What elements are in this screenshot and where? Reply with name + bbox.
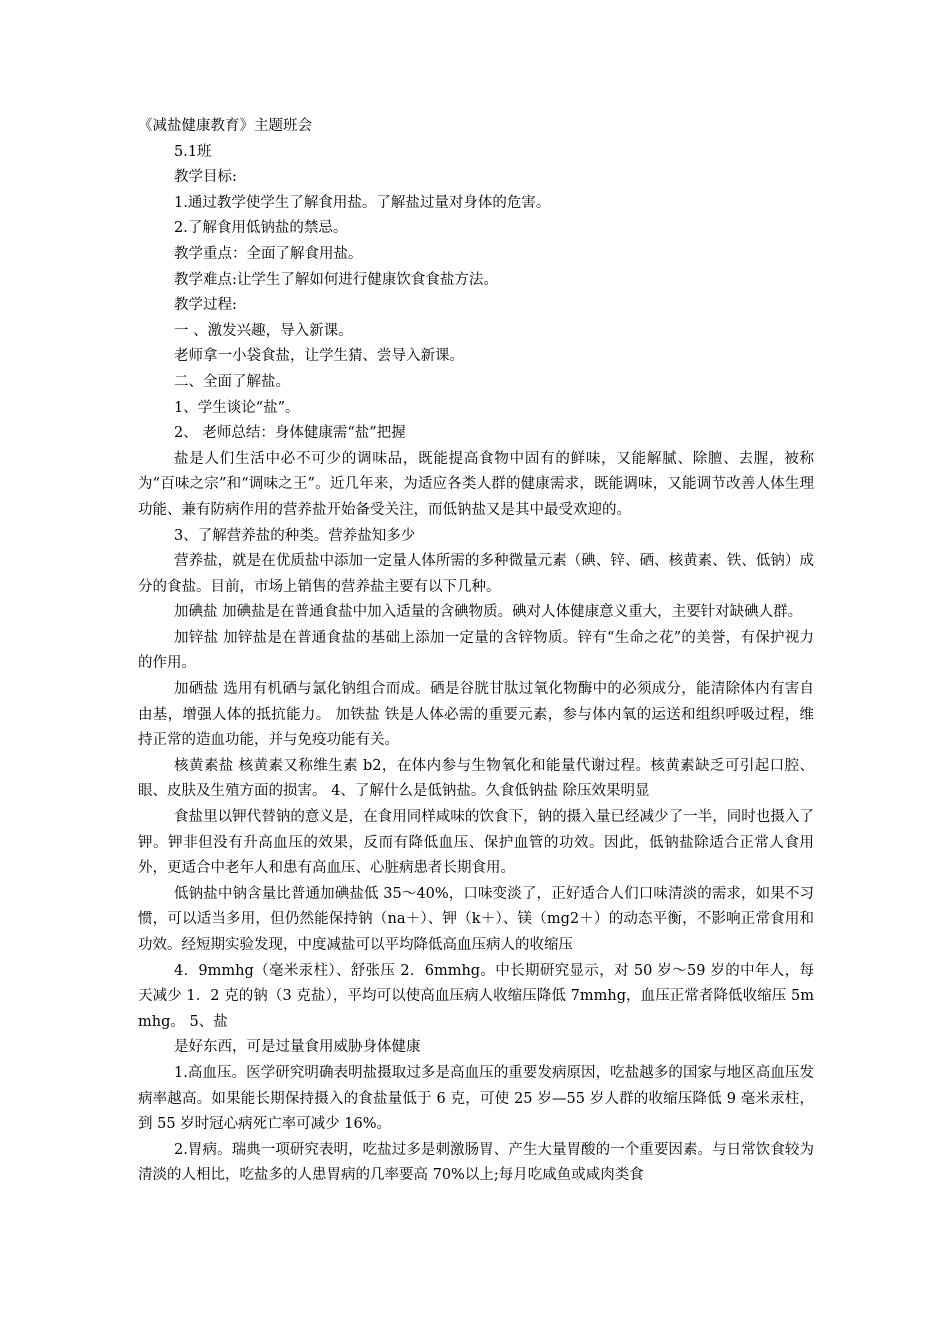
paragraph: 食盐里以钾代替钠的意义是，在食用同样咸味的饮食下，钠的摄入量已经减少了一半，同时也摄入了钾。钾非但没有升高血压的效果，反而有降低血压、保护血管的功效。因此，低钠盐除适合正常人食用外，更适合中老年人和患有高血压、心脏病患者长期食用。 bbox=[138, 809, 814, 877]
paragraph: 教学难点:让学生了解如何进行健康饮食食盐方法。 bbox=[174, 271, 498, 288]
paragraph: 4．9mmhg（毫米汞柱）、舒张压 2．6mmhg。中长期研究显示，对 50 岁～59 岁的中年人，每天减少 1．2 克的钠（3 克盐），平均可以使高血压病人收缩压降低 7mmhg，血压正常者降低收缩压 5mmhg。 5、盐 bbox=[138, 962, 814, 1030]
paragraph: 加硒盐 选用有机硒与氯化钠组合而成。硒是谷胱甘肽过氧化物酶中的必须成分，能清除体内有害自由基，增强人体的抵抗能力。 加铁盐 铁是人体必需的重要元素，参与体内氧的运送和组织呼吸过程，维持正常的造血功能，并与免疫功能有关。 bbox=[138, 681, 814, 749]
paragraph: 加锌盐 加锌盐是在普通食盐的基础上添加一定量的含锌物质。锌有“生命之花”的美誉，有保护视力的作用。 bbox=[138, 629, 814, 672]
paragraph: 1.通过教学使学生了解食用盐。了解盐过量对身体的危害。 bbox=[174, 194, 551, 211]
paragraph: 一 、激发兴趣，导入新课。 bbox=[174, 322, 353, 339]
paragraph: 5.1班 bbox=[174, 143, 212, 160]
paragraph: 3、了解营养盐的种类。营养盐知多少 bbox=[174, 527, 416, 544]
paragraph: 盐是人们生活中必不可少的调味品，既能提高食物中固有的鲜味，又能解腻、除膻、去腥，被称为“百味之宗”和“调味之王”。近几年来，为适应各类人群的健康需求，既能调味，又能调节改善人体生理功能、兼有防病作用的营养盐开始备受关注，而低钠盐又是其中最受欢迎的。 bbox=[138, 450, 814, 518]
paragraph: 加碘盐 加碘盐是在普通食盐中加入适量的含碘物质。碘对人体健康意义重大，主要针对缺碘人群。 bbox=[174, 604, 803, 621]
paragraph: 核黄素盐 核黄素又称维生素 b2，在体内参与生物氧化和能量代谢过程。核黄素缺乏可引起口腔、眼、皮肤及生殖方面的损害。 4、了解什么是低钠盐。久食低钠盐 除压效果明显 bbox=[138, 757, 814, 800]
paragraph: 2.了解食用低钠盐的禁忌。 bbox=[174, 220, 348, 237]
paragraph: 低钠盐中钠含量比普通加碘盐低 35～40%，口味变淡了，正好适合人们口味清淡的需求，如果不习惯，可以适当多用，但仍然能保持钠（na＋）、钾（k＋）、镁（mg2＋）的动态平衡，不影响正常食用和功效。经短期实验发现，中度减盐可以平均降低高血压病人的收缩压 bbox=[138, 885, 814, 953]
paragraph: 教学目标: bbox=[174, 169, 237, 186]
paragraph: 二、全面了解盐。 bbox=[174, 373, 290, 390]
paragraph: 教学过程: bbox=[174, 297, 237, 314]
paragraph: 老师拿一小袋食盐，让学生猜、尝导入新课。 bbox=[174, 348, 464, 365]
paragraph: 1.高血压。医学研究明确表明盐摄取过多是高血压的重要发病原因，吃盐越多的国家与地区高血压发病率越高。如果能长期保持摄入的食盐量低于 6 克，可使 25 岁—55 岁人群的收缩压降低 9 毫米汞柱，到 55 岁时冠心病死亡率可减少 16%。 bbox=[138, 1064, 814, 1133]
paragraph: 2.胃病。瑞典一项研究表明，吃盐过多是刺激肠胃、产生大量胃酸的一个重要因素。与日常饮食较为清淡的人相比，吃盐多的人患胃病的几率要高 70%以上;每月吃咸鱼或咸肉类食 bbox=[138, 1141, 814, 1184]
paragraph: 1、学生谈论“盐”。 bbox=[174, 399, 300, 416]
paragraph: 是好东西，可是过量食用威胁身体健康 bbox=[174, 1039, 421, 1056]
paragraph: 教学重点：全面了解食用盐。 bbox=[174, 245, 363, 262]
paragraph: 营养盐，就是在优质盐中添加一定量人体所需的多种微量元素（碘、锌、硒、核黄素、铁、低钠）成分的食盐。目前，市场上销售的营养盐主要有以下几种。 bbox=[138, 553, 814, 595]
paragraph: 2、 老师总结：身体健康需“盐”把握 bbox=[174, 425, 406, 442]
document-body bbox=[138, 114, 814, 1189]
document-title: 《减盐健康教育》主题班会 bbox=[138, 118, 312, 134]
